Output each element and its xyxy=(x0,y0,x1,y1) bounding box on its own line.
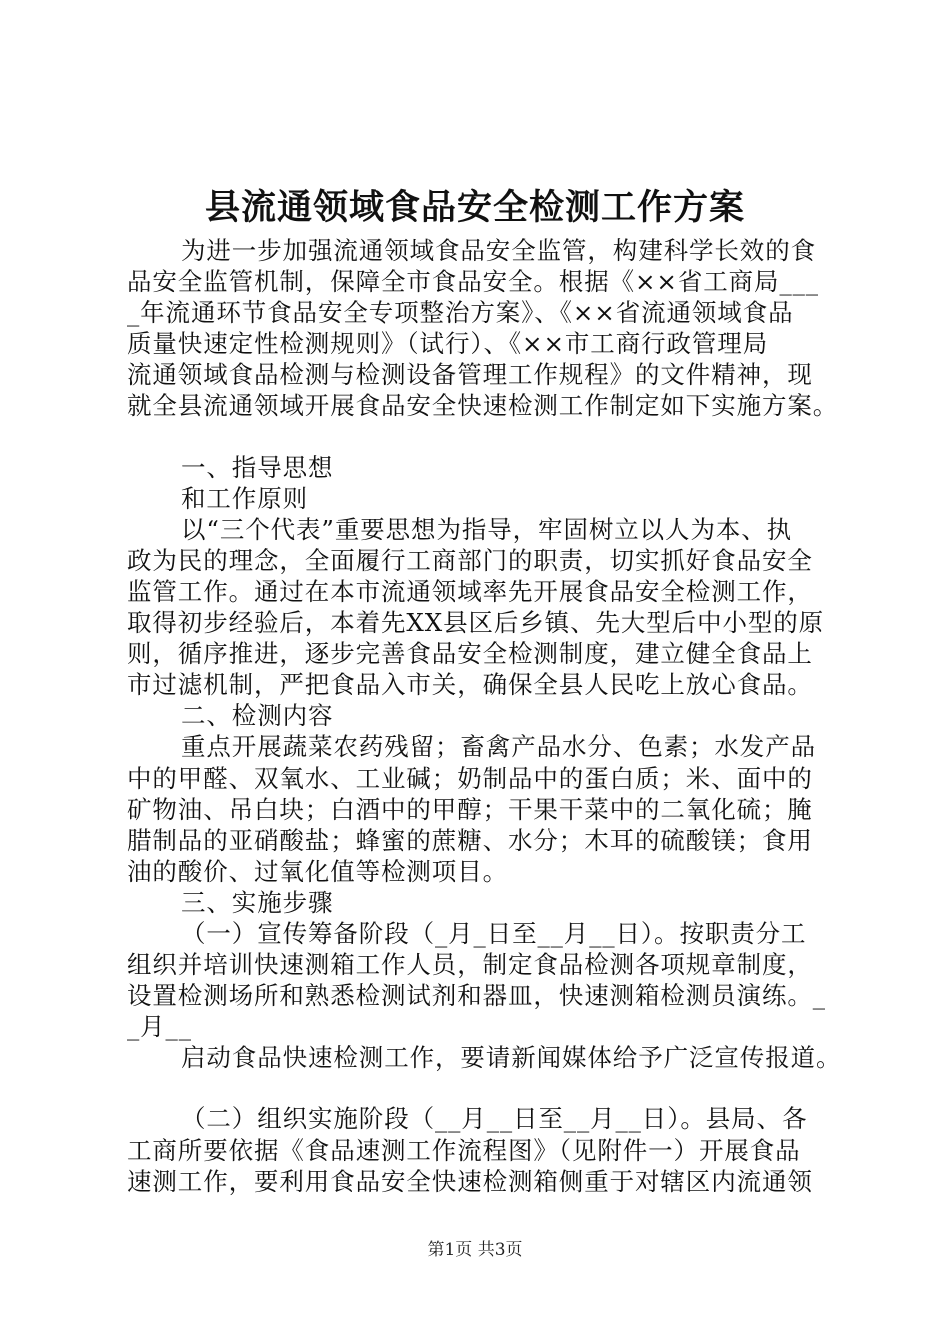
paragraph-line: 品安全监管机制，保障全市食品安全。根据《××省工商局___ xyxy=(127,267,819,297)
paragraph-line: 市过滤机制，严把食品入市关，确保全县人民吃上放心食品。 xyxy=(127,670,813,700)
paragraph-line: 速测工作，要利用食品安全快速检测箱侧重于对辖区内流通领 xyxy=(127,1166,813,1196)
paragraph-line: 启动食品快速检测工作，要请新闻媒体给予广泛宣传报道。 xyxy=(181,1043,842,1073)
paragraph-line: 矿物油、吊白块；白酒中的甲醇；干果干菜中的二氧化硫；腌 xyxy=(127,794,813,824)
paragraph-line: 就全县流通领域开展食品安全快速检测工作制定如下实施方案。 xyxy=(127,391,839,421)
paragraph-line: 以“三个代表”重要思想为指导，牢固树立以人为本、执 xyxy=(181,514,793,544)
section-heading: 二、检测内容 xyxy=(181,701,334,731)
paragraph-line: 为进一步加强流通领域食品安全监管，构建科学长效的食 xyxy=(181,236,816,265)
document-title: 县流通领域食品安全检测工作方案 xyxy=(204,187,745,228)
paragraph-line: （一）宣传筹备阶段（_月_日至__月__日）。按职责分工 xyxy=(181,918,807,948)
paragraph-line: 中的甲醛、双氧水、工业碱；奶制品中的蛋白质；米、面中的 xyxy=(127,763,813,793)
paragraph-line: _月__ xyxy=(127,1012,192,1042)
paragraph-line: 工商所要依据《食品速测工作流程图》（见附件一）开展食品 xyxy=(127,1135,801,1165)
document-body xyxy=(127,235,842,1197)
paragraph-line: 油的酸价、过氧化值等检测项目。 xyxy=(127,856,508,886)
paragraph-line: 质量快速定性检测规则》（试行）、《××市工商行政管理局 xyxy=(127,329,769,359)
paragraph-line: 监管工作。通过在本市流通领域率先开展食品安全检测工作， xyxy=(127,576,813,606)
page-number: 第1页 共3页 xyxy=(427,1240,523,1260)
section-heading-continuation: 和工作原则 xyxy=(181,483,308,513)
paragraph-line: 取得初步经验后，本着先XX县区后乡镇、先大型后中小型的原 xyxy=(127,608,825,638)
section-heading: 一、指导思想 xyxy=(181,452,334,482)
paragraph-line: 重点开展蔬菜农药残留；畜禽产品水分、色素；水发产品 xyxy=(181,732,816,762)
paragraph-line: 政为民的理念，全面履行工商部门的职责，切实抓好食品安全 xyxy=(127,545,813,575)
paragraph-line: 组织并培训快速测箱工作人员，制定食品检测各项规章制度， xyxy=(127,950,813,980)
paragraph-line: 设置检测场所和熟悉检测试剂和器皿，快速测箱检测员演练。_ xyxy=(127,981,826,1011)
paragraph-line: _年流通环节食品安全专项整治方案》、《××省流通领域食品 xyxy=(127,298,794,328)
paragraph-line: （二）组织实施阶段（__月__日至__月__日）。县局、各 xyxy=(181,1104,808,1134)
paragraph-gap xyxy=(127,1073,837,1103)
paragraph-line: 腊制品的亚硝酸盐；蜂蜜的蔗糖、水分；木耳的硫酸镁；食用 xyxy=(127,825,813,855)
paragraph-gap xyxy=(127,422,837,452)
paragraph-line: 流通领域食品检测与检测设备管理工作规程》的文件精神，现 xyxy=(127,360,813,390)
section-heading: 三、实施步骤 xyxy=(181,887,334,917)
paragraph-line: 则，循序推进，逐步完善食品安全检测制度，建立健全食品上 xyxy=(127,639,813,669)
